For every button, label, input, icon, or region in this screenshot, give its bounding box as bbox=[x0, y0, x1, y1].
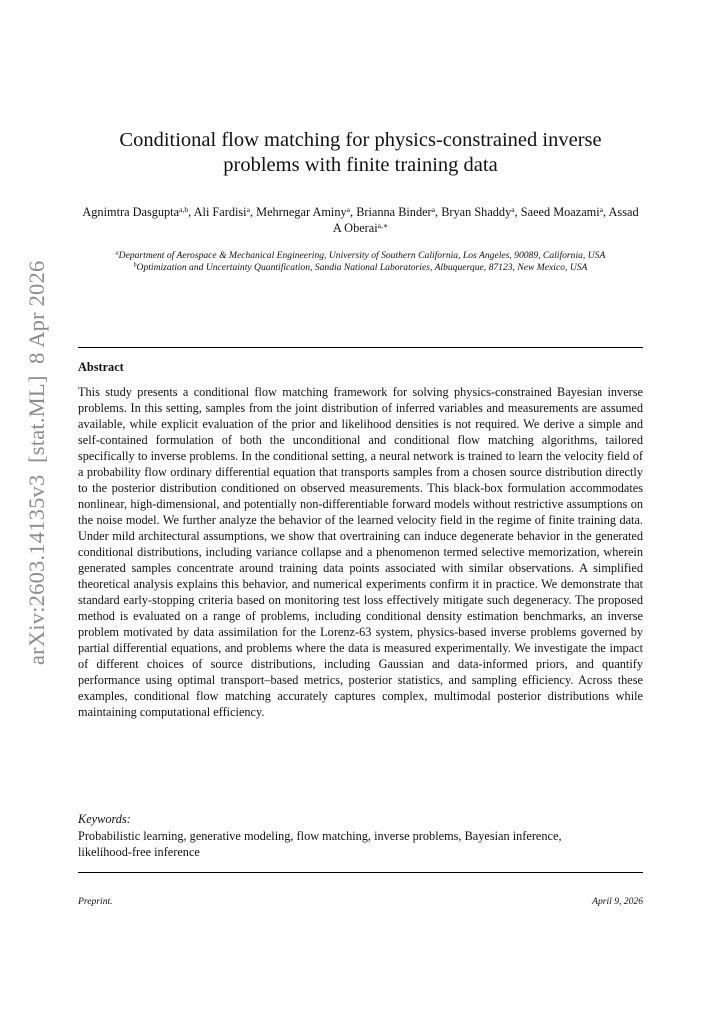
author-name: Ali Fardisi bbox=[193, 205, 247, 219]
paper-title: Conditional flow matching for physics-constrained inverse problems with finite training data bbox=[119, 129, 602, 176]
author-name: Saeed Moazami bbox=[520, 205, 600, 219]
abstract-heading: Abstract bbox=[78, 360, 124, 374]
affiliation bbox=[110, 262, 611, 274]
affiliation bbox=[110, 250, 611, 262]
affiliation-text: Optimization and Uncertainty Quantification, Sandia National Laboratories, Albuquerque, 87123, New Mexico, USA bbox=[136, 262, 588, 274]
author bbox=[256, 205, 350, 219]
affiliation-mark: a bbox=[115, 250, 119, 257]
affiliation-text: Department of Aerospace & Mechanical Engineering, University of Southern California, Los Angeles, 90089, California, USA bbox=[118, 250, 606, 261]
author-name: Mehrnegar Aminy bbox=[256, 205, 347, 219]
author-affiliation-mark: a,∗ bbox=[377, 220, 389, 230]
author-affiliation-mark: a bbox=[511, 204, 515, 214]
author-name: Agnimtra Dasgupta bbox=[82, 205, 180, 219]
author-name: Assad A Oberai bbox=[332, 205, 639, 235]
author bbox=[521, 205, 603, 219]
author-affiliation-mark: a bbox=[246, 204, 250, 214]
keywords-text: Probabilistic learning, generative modeling, flow matching, inverse problems, Bayesian inference, likelihood-free inference bbox=[78, 829, 562, 859]
footer-preprint: Preprint. bbox=[78, 896, 113, 907]
bottom-rule bbox=[78, 872, 643, 873]
keywords-heading: Keywords: bbox=[78, 812, 131, 826]
top-rule bbox=[78, 347, 643, 348]
author-affiliation-mark: a bbox=[431, 204, 436, 214]
author bbox=[194, 205, 250, 219]
abstract-text: This study presents a conditional flow matching framework for solving physics-constrained Bayesian inverse problems. In this setting, samples from the joint distribution of inferred variables and measurements are assumed available, while explicit evaluation of the prior and likelihood densities is not required. We derive a simple and self-contained formulation of both the unconditional and conditional flow matching algorithms, tailored specifically to inverse problems. In the conditional setting, a neural network is trained to learn the velocity field of a probability flow ordinary differential equation that transports samples from a chosen source distribution directly to the posterior distribution conditioned on observed measurements. This black-box formulation accommodates nonlinear, high-dimensional, and potentially non-differentiable forward models without restrictive assumptions on the noise model. We further analyze the behavior of the learned velocity field in the regime of finite training data. Under mild architectural assumptions, we show that overtraining can induce degenerate behavior in the generated conditional distributions, including variance collapse and a phenomenon termed selective memorization, wherein generated samples concentrate around training data points associated with similar observations. A simplified theoretical analysis explains this behavior, and numerical experiments confirm it in practice. We demonstrate that standard early-stopping criteria based on monitoring test loss effectively mitigate such degeneracy. The proposed method is evaluated on a range of problems, including conditional density estimation benchmarks, an inverse problem motivated by data assimilation for the Lorenz-63 system, physics-based inverse problems governed by partial differential equations, and problems where the data is measured experimentally. We investigate the impact of different choices of source distributions, including Gaussian and data-informed priors, and quantify performance using optimal transport–based metrics, posterior statistics, and sampling efficiency. Across these examples, conditional flow matching accurately captures complex, multimodal posterior distributions while maintaining computational efficiency. bbox=[78, 385, 643, 719]
author-affiliation-mark: a bbox=[346, 204, 351, 214]
author-affiliation-mark: a,b bbox=[179, 204, 189, 214]
author-name: Brianna Binder bbox=[356, 205, 432, 219]
affiliation-mark: b bbox=[133, 263, 137, 270]
author bbox=[82, 205, 188, 219]
affiliation-list bbox=[110, 250, 611, 275]
author-name: Bryan Shaddy bbox=[441, 205, 512, 219]
author-affiliation-mark: a bbox=[599, 204, 604, 214]
footer-date: April 9, 2026 bbox=[592, 896, 643, 907]
arxiv-identifier: arXiv:2603.14135v3 [stat.ML] 8 Apr 2026 bbox=[24, 260, 49, 665]
author bbox=[356, 205, 435, 219]
author bbox=[441, 205, 514, 219]
author-list: Agnimtra Dasgupta$^{a,b}$, Ali Fardisi$^a$, Mehrnegar Aminy$^a$, Brianna Binder$^a$, Bryan Shaddy$^a$, Saeed Moazami$^a$, Assad A Oberai$^{a,∗}$ bbox=[82, 204, 639, 235]
